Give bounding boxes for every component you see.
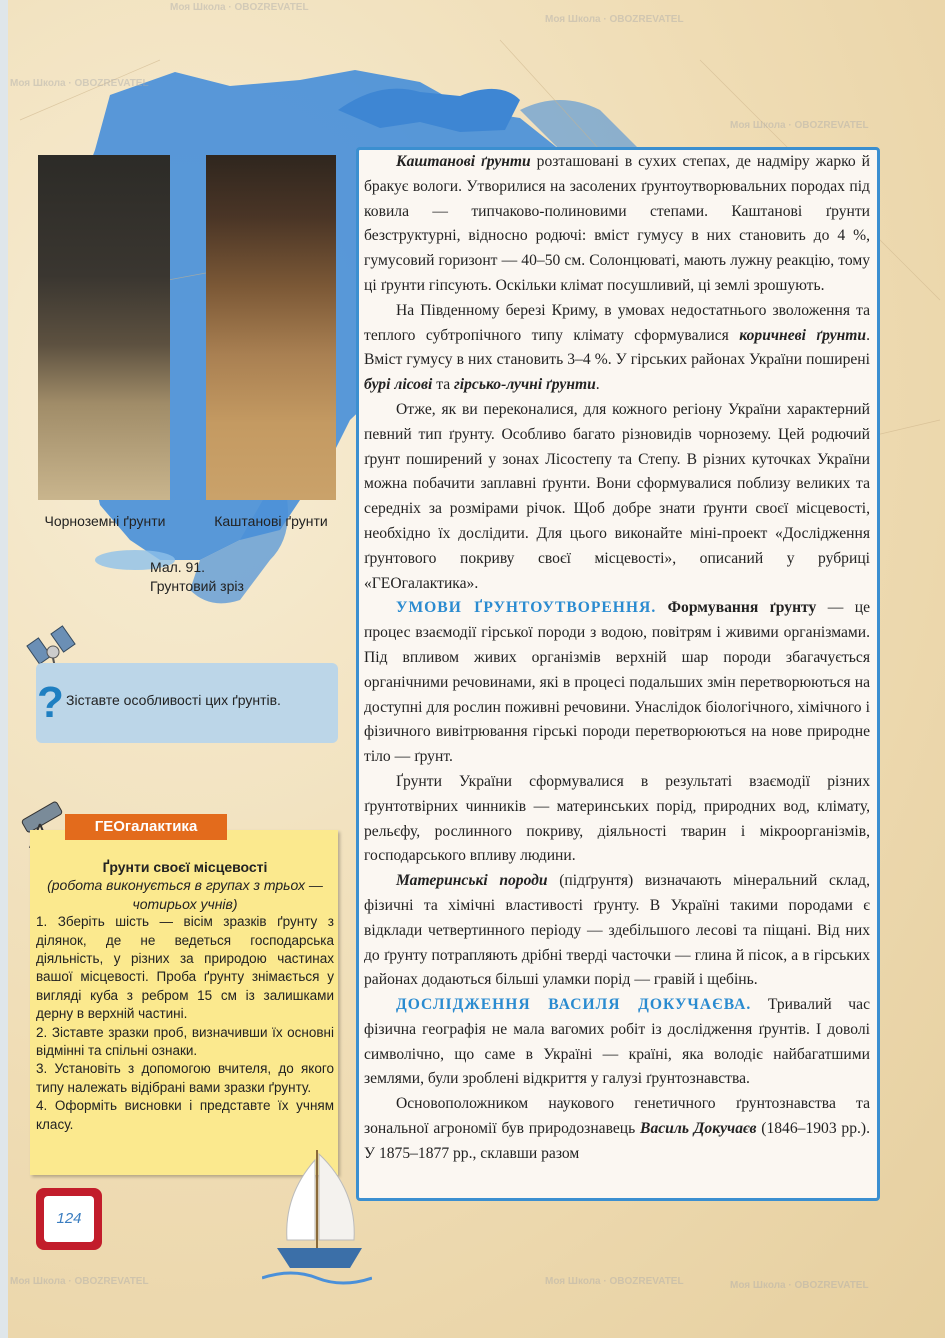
- geogalaxy-body: [36, 858, 334, 1134]
- paragraph-crimea: На Південному березі Криму, в умовах недостатнього зволоження та теплого субтропічного типу клімату сформувалися коричневі ґрунти. Вміст гумусу в них становить 3–4 %. У гірських районах України поширені бурі лісові та гірсько-лучні ґрунти.: [364, 301, 871, 394]
- watermark: Моя Школа · OBOZREVATEL: [545, 14, 684, 25]
- paragraph-parent-rocks: Материнські породи (підґрунтя) визначають мінеральний склад, фізичні та хімічні властивості ґрунту. В Україні такими породами є відклади четвертинного періоду — здебільшого лесові та піщані. Від них до ґрунту потрапляють дрібні тверді часточки — глина й пісок, а в гірських районах додаються більші уламки порід — гравій і щебінь.: [364, 872, 870, 989]
- question-text: Зіставте особливості цих ґрунтів.: [66, 692, 281, 708]
- watermark: Моя Школа · OBOZREVATEL: [730, 120, 869, 131]
- chestnut-label: Каштанові ґрунти: [214, 513, 328, 529]
- section-heading-dokuchaev: ДОСЛІДЖЕННЯ ВАСИЛЯ ДОКУЧАЄВА.: [396, 996, 752, 1014]
- chestnut-soil-photo: [206, 155, 336, 500]
- question-mark-icon: ?: [37, 678, 64, 727]
- geogalaxy-title: Ґрунти своєї місцевості: [102, 859, 268, 875]
- paragraph-dokuchaev: Основоположником наукового генетичного ґрунтознавства та зональної агрономії був природознавець Василь Докучаєв (1846–1903 рр.). У 1875–1877 рр., склавши разом: [364, 1095, 871, 1162]
- paragraph-regions: Отже, як ви переконалися, для кожного регіону України характерний певний тип ґрунту. Особливо багато різновидів чорнозему. Цей родючий ґрунт поширений у зонах Лісостепу та Степу. В різних куточках України можна побачити заплавні ґрунти. Вони сформувалися поблизу великих та середніх за розмірами річок. Щоб добре знати ґрунти своєї місцевості, необхідно їх дослідити. Для цього виконайте міні-проект «Дослідження ґрунтового покриву своєї місцевості», описаний у рубриці «ГЕОгалактика».: [364, 400, 870, 592]
- chernozem-soil-photo: [38, 155, 170, 500]
- watermark: Моя Школа · OBOZREVATEL: [10, 1276, 149, 1287]
- watermark: Моя Школа · OBOZREVATEL: [10, 78, 149, 89]
- paragraph-factors: Ґрунти України сформувалися в результаті взаємодії різних ґрунтотвірних чинників — материнських порід, природних вод, клімату, рельєфу, рослинного покриву, діяльності тварин і мікроорганізмів, господарського впливу людини.: [364, 772, 870, 865]
- paragraph-conditions: УМОВИ ҐРУНТОУТВОРЕННЯ. Формування ґрунту — це процес взаємодії гірської породи з водою, повітрям і живими організмами. Під впливом живих організмів верхній шар породи збагачується органічними речовинами, які в процесі подальших змін перетворюються на доступні для рослин поживні речовини. Унаслідок біологічного, хімічного і фізичного вивітрювання гірські породи перетворюються на нове природне тіло — ґрунт.: [364, 599, 870, 766]
- geogalaxy-item-1: 1. Зберіть шість — вісім зразків ґрунту з ділянок, де не ведеться господарська діяльність, у різних за природою частинах вашої місцевості. Проба ґрунту знімається у вигляді куба з ребром 15 см із залишками дерну в верхній частині.: [36, 914, 334, 1022]
- figure-caption: Мал. 91. Грунтовий зріз: [150, 559, 244, 594]
- geogalaxy-tag: ГЕОгалактика: [65, 814, 227, 840]
- geogalaxy-subtitle: (робота виконується в групах з трьох — чотирьох учнів): [47, 877, 323, 912]
- section-heading-conditions: УМОВИ ҐРУНТОУТВОРЕННЯ.: [396, 599, 657, 617]
- watermark: Моя Школа · OBOZREVATEL: [545, 1276, 684, 1287]
- geogalaxy-item-2: 2. Зіставте зразки проб, визначивши їх основні відмінні та спільні ознаки.: [36, 1024, 334, 1059]
- chernozem-label: Чорноземні ґрунти: [44, 513, 166, 529]
- geogalaxy-item-3: 3. Установіть з допомогою вчителя, до якого типу належать відібрані вами зразки ґрунту.: [36, 1061, 334, 1095]
- sailboat-icon: [262, 1140, 372, 1290]
- watermark: Моя Школа · OBOZREVATEL: [730, 1280, 869, 1291]
- geogalaxy-item-4: 4. Оформіть висновки і представте їх учням класу.: [36, 1098, 334, 1132]
- watermark: Моя Школа · OBOZREVATEL: [170, 2, 309, 13]
- page-number: 124: [44, 1196, 94, 1242]
- article: [364, 150, 870, 1167]
- paragraph-chestnut: Каштанові ґрунти розташовані в сухих степах, де надміру жарко й бракує вологи. Утворилися на засолених ґрунтоутворювальних породах під ковила — типчаково-полиновими степами. Каштанові ґрунти безструктурні, відносно родючі: вміст гумусу в них становить до 4 %, гумусовий горизонт — 40–50 см. Солонцюваті, мають лужну реакцію, тому ці ґрунти гіпсують. Оскільки клімат посушливий, ці землі зрошують.: [364, 153, 870, 294]
- paragraph-dokuchaev-heading: ДОСЛІДЖЕННЯ ВАСИЛЯ ДОКУЧАЄВА. Тривалий час фізична географія не мала вагомих робіт із дослідження ґрунтів. І доволі символічно, що саме в Україні — країні, яка володіє найбагатшими землями, були зроблені відкриття у галузі ґрунтознавства.: [364, 996, 870, 1088]
